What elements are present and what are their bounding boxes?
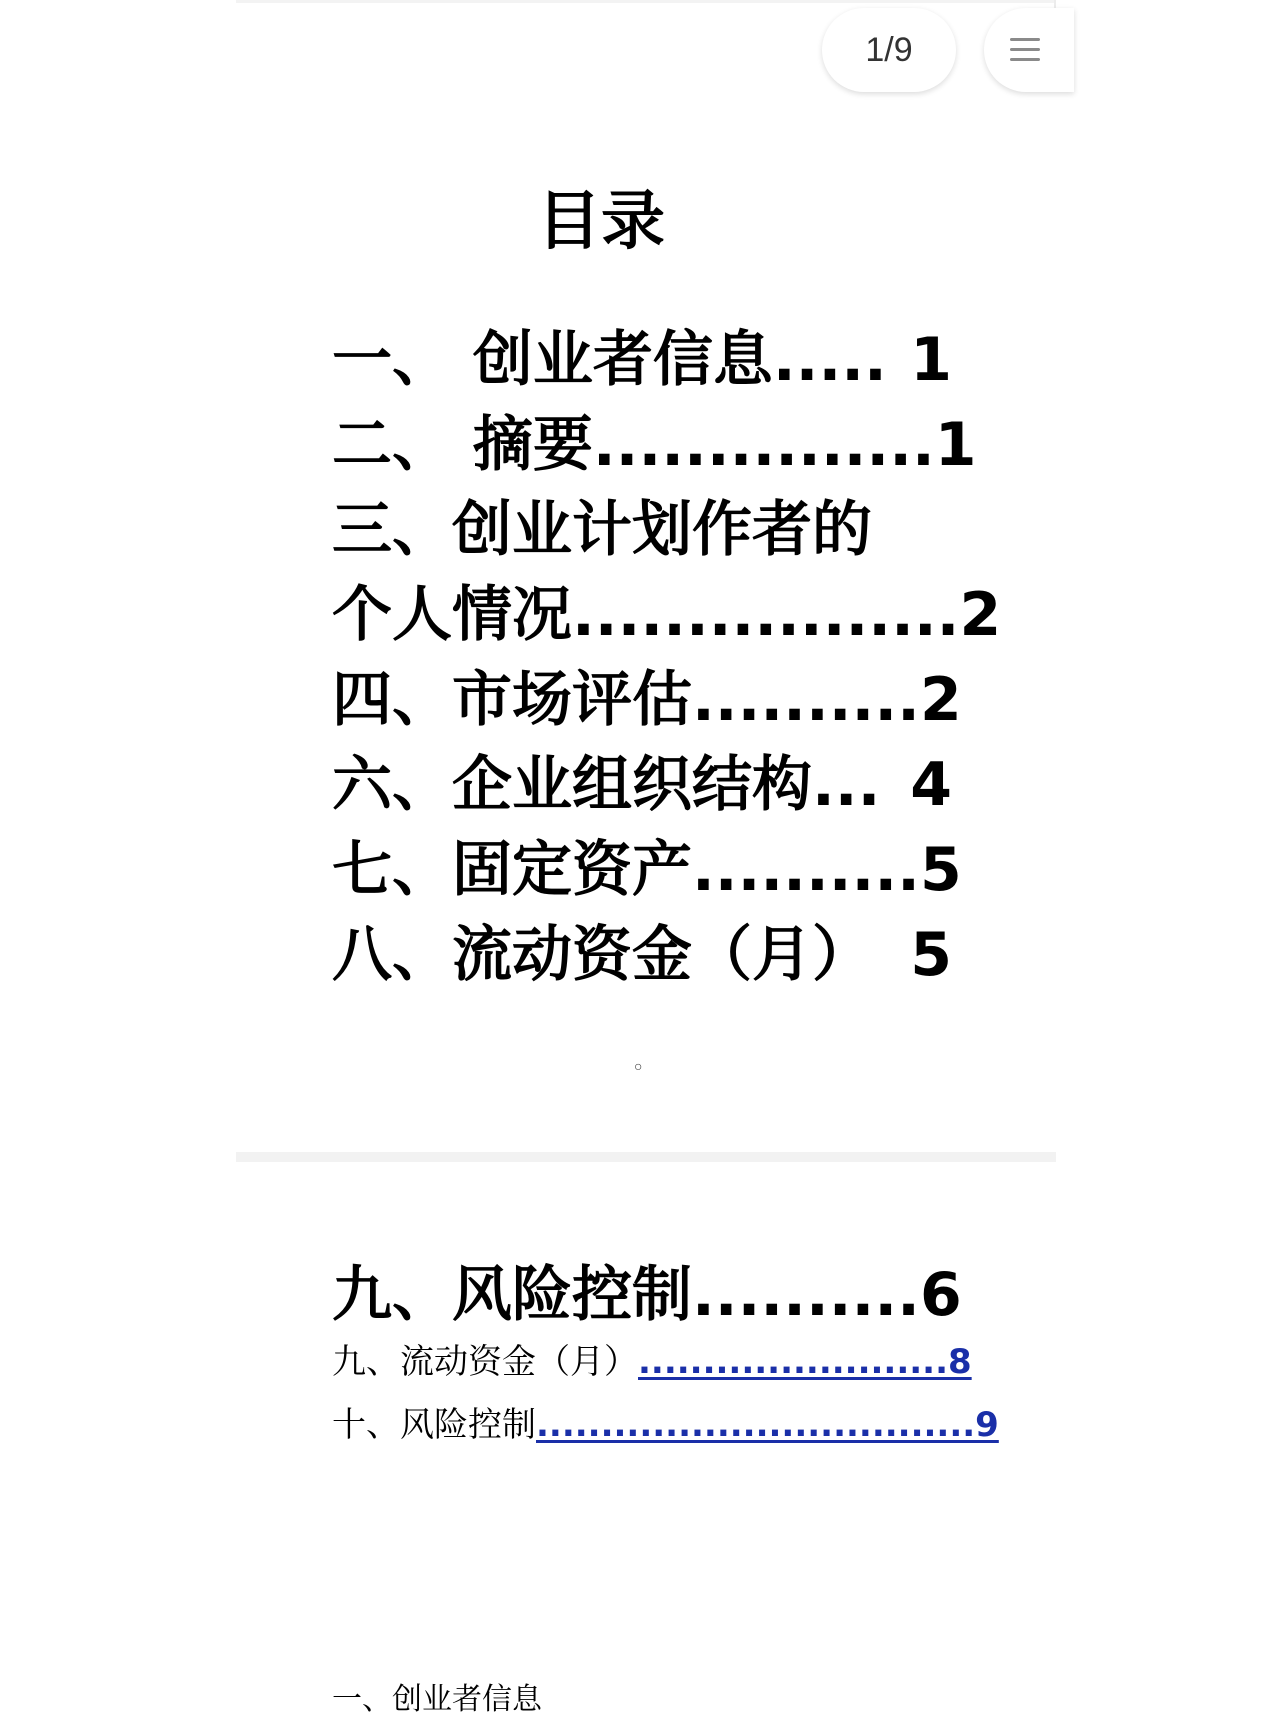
menu-button[interactable] [984, 8, 1074, 92]
toc-entry-page: 6 [919, 1260, 962, 1330]
page-indicator-text: 1/9 [865, 30, 913, 69]
toc-entry-page: 2 [919, 665, 962, 735]
toc-entry-label: 八、流动资金（月） [332, 920, 872, 990]
toc-list [332, 318, 1002, 998]
toc-linked-entry [332, 1331, 972, 1394]
toc-entry-label: 一、 创业者信息..... [332, 325, 887, 395]
toc-entry[interactable] [332, 403, 977, 488]
page-indicator[interactable] [822, 8, 956, 92]
toc-entry-label: 七、固定资产.......... [332, 835, 920, 905]
toc-entry[interactable] [332, 1250, 962, 1340]
toc-entry[interactable] [332, 573, 1002, 658]
toc-entry[interactable] [332, 828, 962, 913]
toc-linked-label: 十、风险控制 [332, 1405, 536, 1445]
toc-title: 目录 [537, 185, 665, 259]
toc-entry[interactable] [332, 743, 952, 828]
paragraph-mark: ○ [634, 1058, 643, 1074]
section-heading: 一、创业者信息 [332, 1682, 542, 1717]
toc-entry-page: 2 [959, 580, 1002, 650]
toc-entry[interactable] [332, 488, 952, 573]
toc-entry-page: 1 [910, 325, 952, 395]
viewer-margin [1056, 0, 1280, 100]
toc-entry[interactable] [332, 658, 962, 743]
toc-entry-page: 5 [919, 835, 962, 905]
page-separator [236, 1152, 1056, 1162]
toc-entry-label: 个人情况................. [332, 580, 960, 650]
toc-linked-entry [332, 1394, 999, 1457]
toc-linked-list [332, 1331, 999, 1457]
toc-entry-page: 5 [910, 920, 952, 990]
page-top-border [236, 0, 1056, 3]
toc-entry-label: 三、创业计划作者的 [332, 495, 872, 565]
toc-entry-label: 六、企业组织结构... [332, 750, 881, 820]
toc-linked-label: 九、流动资金（月） [332, 1342, 638, 1382]
toc-entry[interactable] [332, 318, 952, 403]
toc-entry-label: 二、 摘要............... [332, 410, 935, 480]
toc-entry-label: 四、市场评估.......... [332, 665, 920, 735]
toc-entry-page: 4 [910, 750, 952, 820]
hamburger-menu-icon [1010, 38, 1040, 62]
toc-entry-page: 1 [934, 410, 977, 480]
toc-entry[interactable] [332, 913, 952, 998]
toc-page-link[interactable]: ........................8 [638, 1342, 972, 1382]
toc-entry-label: 九、风险控制.......... [332, 1260, 920, 1330]
toc-page-link[interactable]: ..................................9 [536, 1405, 999, 1445]
